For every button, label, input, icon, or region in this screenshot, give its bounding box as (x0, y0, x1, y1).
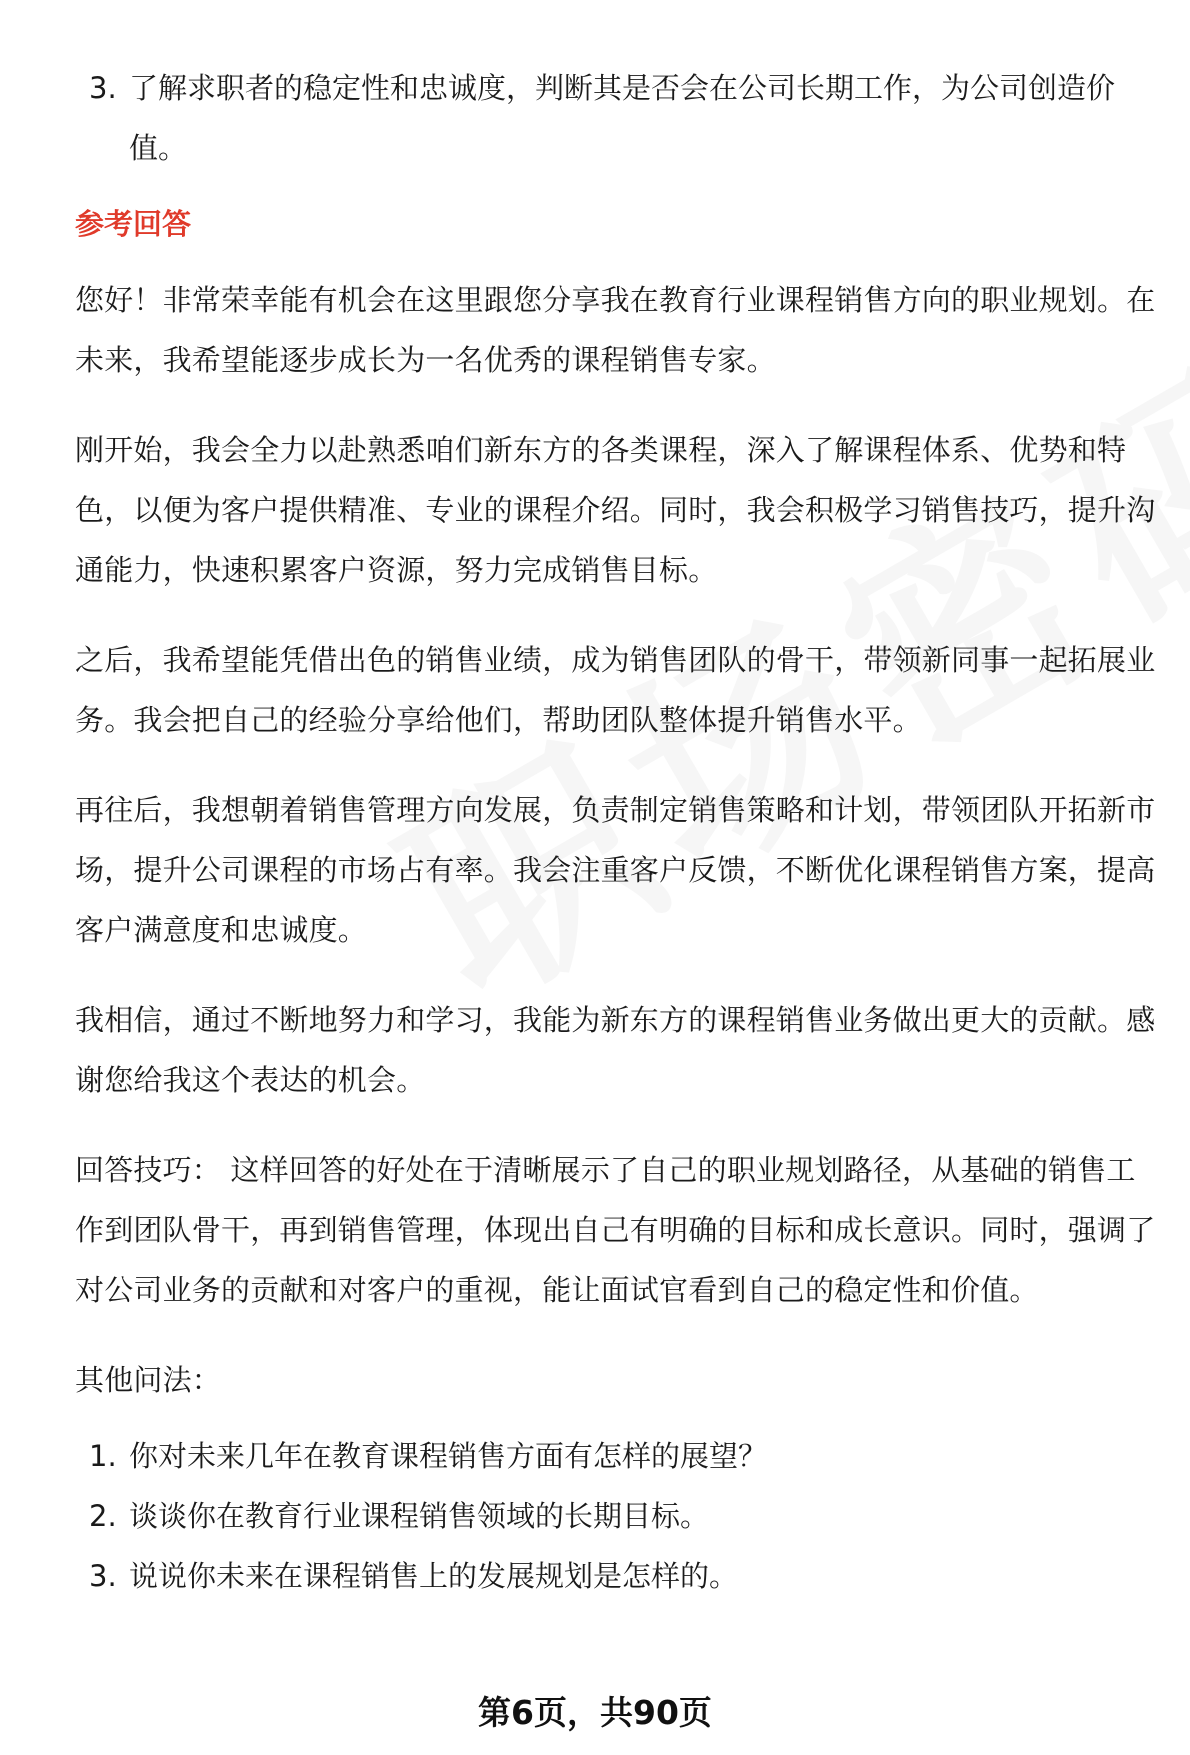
paragraph: 之后，我希望能凭借出色的销售业绩，成为销售团队的骨干，带领新同事一起拓展业务。我会把自己的经验分享给他们，帮助团队整体提升销售水平。 (75, 643, 1156, 737)
list-item (75, 58, 1160, 178)
list-number: 3. (89, 71, 117, 105)
list-item (75, 1426, 1160, 1486)
other-questions-label: 其他问法： (75, 1363, 222, 1397)
list-number: 1. (89, 1439, 117, 1473)
section-heading: 参考回答 (75, 207, 192, 241)
list-text: 谈谈你在教育行业课程销售领域的长期目标。 (129, 1499, 710, 1533)
list-text: 你对未来几年在教育课程销售方面有怎样的展望？ (129, 1439, 768, 1473)
list-number: 2. (89, 1499, 117, 1533)
list-number: 3. (89, 1559, 117, 1593)
list-item (75, 1486, 1160, 1546)
paragraph: 再往后，我想朝着销售管理方向发展，负责制定销售策略和计划，带领团队开拓新市场，提升公司课程的市场占有率。我会注重客户反馈，不断优化课程销售方案，提高客户满意度和忠诚度。 (75, 793, 1156, 947)
paragraph: 您好！非常荣幸能有机会在这里跟您分享我在教育行业课程销售方向的职业规划。在未来，我希望能逐步成长为一名优秀的课程销售专家。 (75, 283, 1156, 377)
paragraph: 刚开始，我会全力以赴熟悉咱们新东方的各类课程，深入了解课程体系、优势和特色，以便为客户提供精准、专业的课程介绍。同时，我会积极学习销售技巧，提升沟通能力，快速积累客户资源，努力完成销售目标。 (75, 433, 1156, 587)
list-item (75, 1546, 1160, 1606)
page-footer: 第6页，共90页 (478, 1693, 712, 1732)
tips-paragraph: 回答技巧： 这样回答的好处在于清晰展示了自己的职业规划路径，从基础的销售工作到团队骨干，再到销售管理，体现出自己有明确的目标和成长意识。同时，强调了对公司业务的贡献和对客户的重视，能让面试官看到自己的稳定性和价值。 (75, 1153, 1156, 1307)
list-text: 了解求职者的稳定性和忠诚度，判断其是否会在公司长期工作，为公司创造价值。 (129, 71, 1116, 165)
paragraph: 我相信，通过不断地努力和学习，我能为新东方的课程销售业务做出更大的贡献。感谢您给我这个表达的机会。 (75, 1003, 1156, 1097)
list-text: 说说你未来在课程销售上的发展规划是怎样的。 (129, 1559, 739, 1593)
document-body (75, 58, 1160, 1606)
